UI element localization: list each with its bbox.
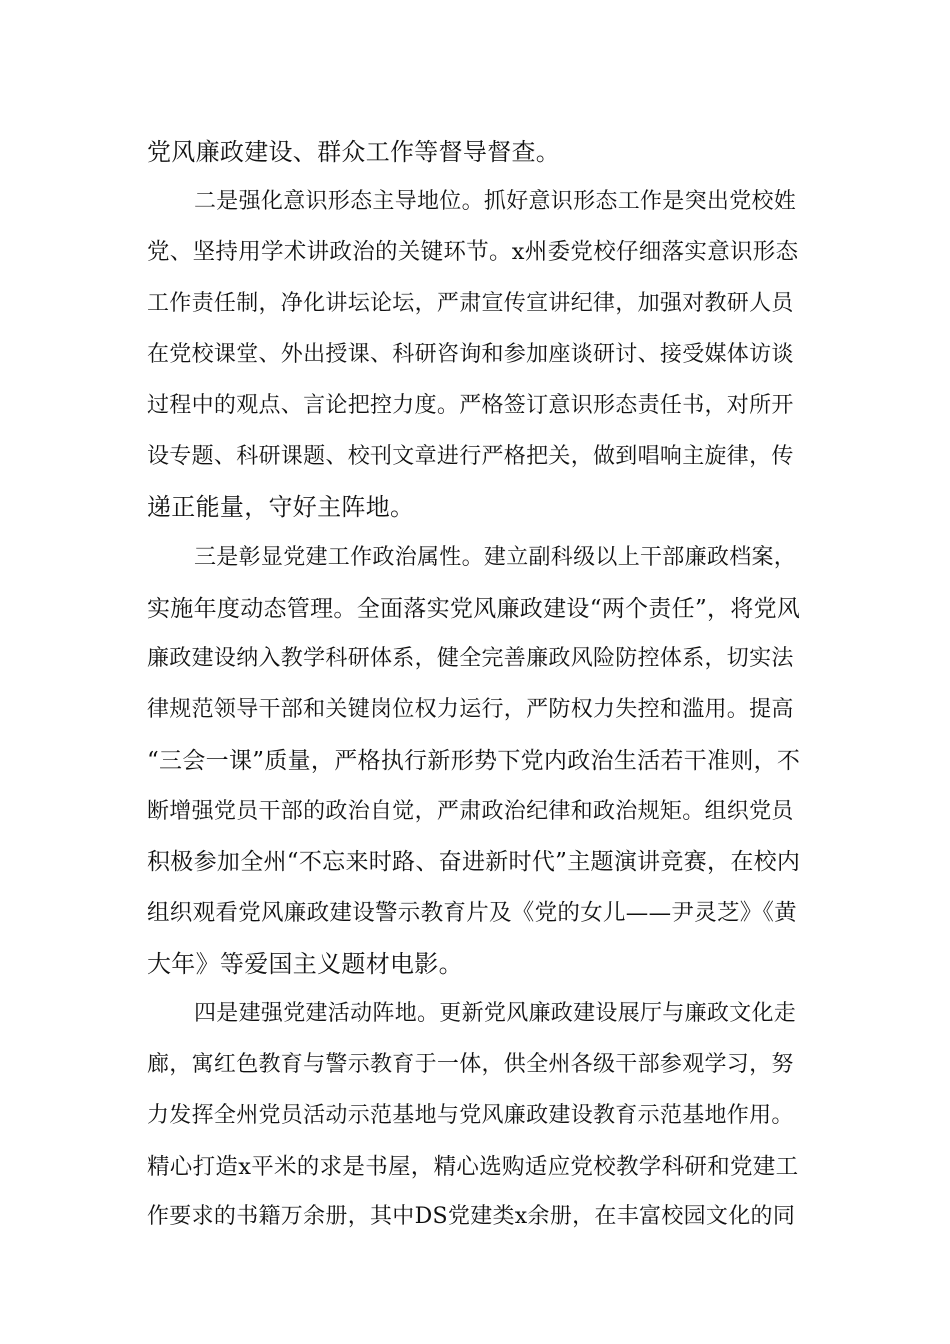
text-line: 积极参加全州“不忘来时路、奋进新时代”主题演讲竞赛，在校内 bbox=[147, 849, 801, 875]
paragraph-first-line: 三是彰显党建工作政治属性。建立副科级以上干部廉政档案， bbox=[194, 545, 797, 570]
text-line: 廊，寓红色教育与警示教育于一体，供全州各级干部参观学习，努 bbox=[147, 1052, 794, 1077]
text-line: 工作责任制，净化讲坛论坛，严肃宣传宣讲纪律，加强对教研人员 bbox=[147, 291, 794, 316]
text-line: 力发挥全州党员活动示范基地与党风廉政建设教育示范基地作用。 bbox=[147, 1103, 794, 1128]
paragraph-first-line: 四是建强党建活动阵地。更新党风廉政建设展厅与廉政文化走 bbox=[194, 1001, 797, 1026]
paragraph-first-line: 二是强化意识形态主导地位。抓好意识形态工作是突出党校姓 bbox=[194, 189, 797, 214]
text-line: 党风廉政建设、群众工作等督导督查。 bbox=[147, 138, 561, 166]
text-line: 组织观看党风廉政建设警示教育片及《党的女儿——尹灵芝》《黄 bbox=[147, 900, 797, 926]
text-line: 递正能量，守好主阵地。 bbox=[147, 493, 415, 521]
text-line: 精心打造x平米的求是书屋，精心选购适应党校教学科研和党建工 bbox=[147, 1154, 799, 1180]
text-line: 大年》等爱国主义题材电影。 bbox=[147, 950, 463, 978]
text-line: 断增强党员干部的政治自觉，严肃政治纪律和政治规矩。组织党员 bbox=[147, 799, 794, 824]
text-line: 党、坚持用学术讲政治的关键环节。x州委党校仔细落实意识形态 bbox=[147, 239, 799, 265]
text-line: 作要求的书籍万余册，其中DS党建类x余册，在丰富校园文化的同 bbox=[147, 1204, 796, 1229]
text-line: 实施年度动态管理。全面落实党风廉政建设“两个责任”，将党风 bbox=[147, 596, 801, 622]
text-line: 过程中的观点、言论把控力度。严格签订意识形态责任书，对所开 bbox=[147, 393, 794, 418]
text-line: 律规范领导干部和关键岗位权力运行，严防权力失控和滥用。提高 bbox=[147, 697, 794, 722]
text-line: 在党校课堂、外出授课、科研咨询和参加座谈研讨、接受媒体访谈 bbox=[147, 342, 794, 367]
text-line: 廉政建设纳入教学科研体系，健全完善廉政风险防控体系，切实法 bbox=[147, 646, 794, 671]
text-line: “三会一课”质量，严格执行新形势下党内政治生活若干准则，不 bbox=[147, 748, 801, 774]
text-line: 设专题、科研课题、校刊文章进行严格把关，做到唱响主旋律，传 bbox=[147, 444, 794, 469]
